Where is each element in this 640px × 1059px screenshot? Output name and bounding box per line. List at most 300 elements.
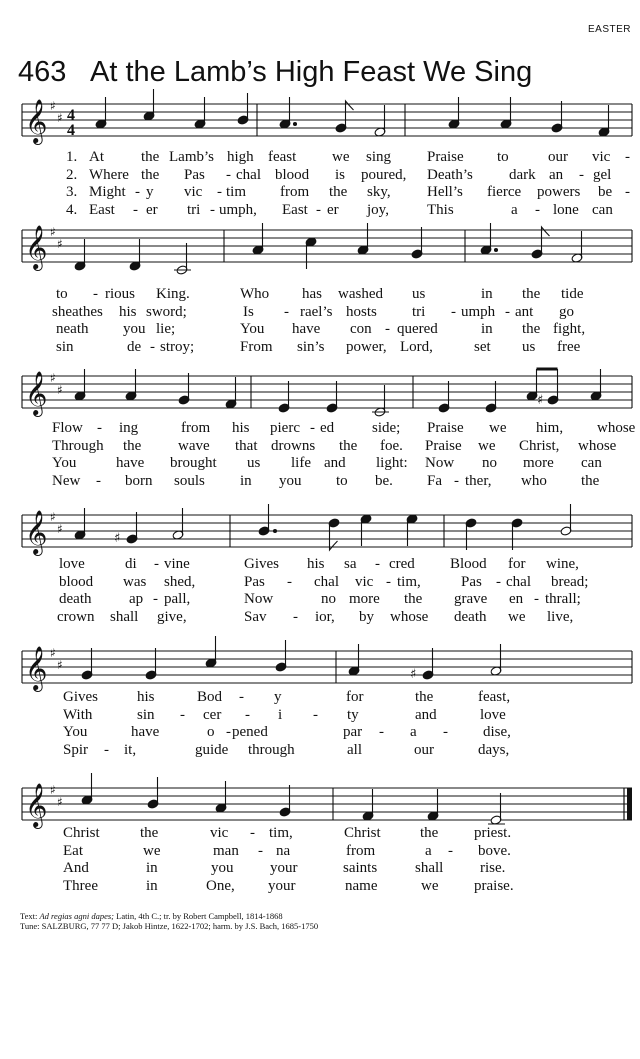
lyric-syllable: you <box>211 860 234 876</box>
lyric-syllable: vic <box>210 825 229 841</box>
lyric-syllable: have <box>292 321 321 337</box>
lyric-syllable: that <box>235 437 258 454</box>
lyric-line <box>0 723 640 741</box>
lyric-syllable: free <box>557 338 581 355</box>
lyric-syllable: us <box>522 338 536 355</box>
lyric-line <box>0 706 640 724</box>
lyric-syllable: our <box>548 149 568 165</box>
lyric-syllable: rious <box>105 286 135 302</box>
lyric-syllable: ior, <box>315 608 335 625</box>
lyric-syllable: Eat <box>63 842 83 859</box>
lyric-syllable: Death’s <box>427 166 473 183</box>
lyric-syllable: your <box>268 877 296 894</box>
lyric-syllable: - <box>379 724 384 740</box>
lyric-syllable: poured, <box>361 166 407 183</box>
lyric-syllable: - <box>226 724 231 740</box>
lyric-syllable: Flow <box>52 420 83 436</box>
lyric-syllable: - <box>313 706 318 723</box>
lyric-syllable: it, <box>124 741 137 758</box>
lyric-syllable: - <box>448 842 453 859</box>
lyric-syllable: wave <box>178 437 210 454</box>
lyric-syllable: the <box>339 437 358 454</box>
lyric-syllable: - <box>245 706 250 723</box>
svg-text:♯: ♯ <box>57 237 63 251</box>
lyric-syllable: - <box>93 286 98 302</box>
lyric-line <box>0 320 640 338</box>
lyric-syllable: life <box>291 455 311 471</box>
lyric-syllable: no <box>482 455 497 471</box>
lyric-syllable: - <box>451 303 456 320</box>
lyric-syllable: the <box>581 472 600 489</box>
lyric-syllable: Gives <box>63 689 98 705</box>
lyric-syllable: death <box>59 591 92 607</box>
lyric-syllable: sin’s <box>297 338 325 355</box>
lyric-syllable: grave <box>454 591 488 607</box>
lyric-syllable: - <box>625 149 630 165</box>
text-credit-label: Text: <box>20 911 40 921</box>
lyric-syllable: whose <box>597 420 636 436</box>
final-barline <box>627 788 632 820</box>
lyric-syllable: Spir <box>63 741 89 758</box>
lyric-syllable: bove. <box>478 842 511 859</box>
lyric-syllable: can <box>592 201 613 218</box>
lyric-syllable: par <box>343 724 363 740</box>
lyric-syllable: who <box>521 472 547 489</box>
lyric-syllable: sky, <box>367 184 391 200</box>
lyric-syllable: pened <box>232 724 268 740</box>
lyric-line <box>0 183 640 201</box>
lyric-syllable: a <box>410 724 417 740</box>
lyric-syllable: we <box>478 437 496 454</box>
tune-credit: Tune: SALZBURG, 77 77 D; Jakob Hintze, 1622-1702; harm. by J.S. Bach, 1685-1750 <box>20 921 319 931</box>
lyric-syllable: ap <box>129 591 144 607</box>
lyric-syllable: set <box>474 338 491 355</box>
lyric-syllable: er <box>327 201 339 218</box>
lyric-syllable: Three <box>63 877 98 894</box>
lyric-syllable: 4. <box>66 201 78 218</box>
lyric-line <box>0 877 640 895</box>
lyric-syllable: wine, <box>546 556 579 572</box>
lyric-syllable: we <box>508 608 526 625</box>
lyric-syllable: - <box>505 303 510 320</box>
lyric-syllable: the <box>404 591 423 607</box>
lyric-syllable: chal <box>506 573 531 590</box>
lyric-syllable: from <box>280 184 310 200</box>
svg-text:♯: ♯ <box>537 393 544 408</box>
lyric-syllable: tri <box>412 303 426 320</box>
lyric-syllable: And <box>63 860 89 876</box>
lyric-syllable: Praise <box>427 420 464 436</box>
lyric-syllable: - <box>133 201 138 218</box>
svg-text:♯: ♯ <box>57 522 63 536</box>
lyric-syllable: quered <box>397 321 438 337</box>
lyric-syllable: - <box>210 201 215 218</box>
lyric-line <box>0 437 640 455</box>
lyric-syllable: vic <box>355 573 374 590</box>
lyric-syllable: we <box>332 149 350 165</box>
lyric-syllable: fight, <box>553 321 586 337</box>
lyric-syllable: - <box>535 201 540 218</box>
lyric-syllable: pierc <box>270 420 300 436</box>
lyric-syllable: man <box>213 842 239 859</box>
staff-system-5 <box>22 651 632 683</box>
lyric-syllable: y <box>274 689 282 705</box>
lyric-syllable: fierce <box>487 184 522 200</box>
lyric-line <box>0 608 640 626</box>
lyric-syllable: priest. <box>474 825 512 841</box>
lyric-syllable: i <box>278 706 283 723</box>
lyric-syllable: in <box>146 860 158 876</box>
lyric-syllable: we <box>489 420 507 436</box>
treble-clef-icon: 𝄞 <box>25 510 48 554</box>
lyric-syllable: Who <box>240 286 270 302</box>
lyric-syllable: ty <box>347 706 359 723</box>
lyric-syllable: - <box>579 166 584 183</box>
lyric-syllable: powers <box>537 184 581 200</box>
lyric-syllable: tim, <box>397 573 421 590</box>
lyric-syllable: - <box>385 321 390 337</box>
lyric-syllable: be <box>598 184 613 200</box>
lyric-syllable: Blood <box>450 556 487 572</box>
lyric-syllable: - <box>375 556 380 572</box>
lyric-syllable: - <box>287 573 292 590</box>
lyric-syllable: cer <box>203 706 222 723</box>
lyric-syllable: At <box>89 149 104 165</box>
lyric-line <box>0 454 640 472</box>
lyric-syllable: a <box>511 201 518 218</box>
lyric-syllable: his <box>232 420 250 436</box>
lyric-syllable: con <box>350 321 372 337</box>
lyric-syllable: sheathes <box>52 303 103 320</box>
lyric-syllable: Lamb’s <box>169 149 214 165</box>
lyric-syllable: whose <box>578 437 617 454</box>
lyric-syllable: vic <box>592 149 611 165</box>
lyric-syllable: love <box>480 706 506 723</box>
lyric-syllable: Lord, <box>400 338 433 355</box>
lyric-line <box>0 555 640 573</box>
lyric-syllable: be. <box>375 472 393 489</box>
lyric-syllable: by <box>359 608 374 625</box>
lyric-syllable: er <box>146 201 158 218</box>
lyric-syllable: Christ <box>344 825 381 841</box>
svg-text:4: 4 <box>67 122 75 139</box>
lyric-syllable: dark <box>509 166 536 183</box>
lyric-syllable: Bod <box>197 689 223 705</box>
lyric-syllable: Pas <box>461 573 482 590</box>
lyric-syllable: 1. <box>66 149 78 165</box>
lyric-syllable: New <box>52 472 81 489</box>
lyric-syllable: in <box>481 321 493 337</box>
svg-text:4: 4 <box>67 107 75 124</box>
lyric-syllable: - <box>135 184 140 200</box>
svg-text:♯: ♯ <box>50 99 56 113</box>
lyric-syllable: shed, <box>164 573 196 590</box>
lyric-syllable: ther, <box>465 472 492 489</box>
svg-text:♯: ♯ <box>57 111 63 125</box>
lyric-syllable: y <box>146 184 154 200</box>
lyric-syllable: o <box>207 724 215 740</box>
lyric-line <box>0 688 640 706</box>
lyric-syllable: has <box>302 286 322 302</box>
lyric-syllable: high <box>227 149 254 165</box>
lyric-syllable: the <box>123 437 142 454</box>
hymn-title: At the Lamb’s High Feast We Sing <box>90 56 533 88</box>
lyric-syllable: - <box>154 556 159 572</box>
lyric-syllable: foe. <box>380 437 403 454</box>
lyric-syllable: in <box>146 877 158 894</box>
lyric-syllable: rise. <box>480 860 506 876</box>
treble-clef-icon: 𝄞 <box>25 225 48 269</box>
lyric-syllable: - <box>217 184 222 200</box>
svg-text:♯: ♯ <box>57 383 63 397</box>
lyric-syllable: ed <box>320 420 335 436</box>
lyric-syllable: Christ <box>63 825 100 841</box>
lyric-syllable: Gives <box>244 556 279 572</box>
treble-clef-icon: 𝄞 <box>25 646 48 690</box>
lyric-line <box>0 303 640 321</box>
lyric-syllable: umph, <box>219 201 257 218</box>
lyric-syllable: from <box>346 842 376 859</box>
lyric-syllable: Now <box>425 455 455 471</box>
lyric-syllable: go <box>559 303 574 320</box>
lyric-syllable: to <box>336 472 348 489</box>
lyric-syllable: washed <box>338 286 383 302</box>
lyric-syllable: di <box>125 556 137 572</box>
text-credit <box>20 911 318 921</box>
lyric-syllable: in <box>481 286 493 302</box>
lyric-syllable: light: <box>376 455 408 471</box>
lyric-syllable: shall <box>415 860 444 876</box>
lyric-syllable: whose <box>390 608 429 625</box>
lyric-syllable: blood <box>275 166 310 183</box>
lyric-syllable: - <box>226 166 231 183</box>
lyric-syllable: we <box>421 877 439 894</box>
lyric-syllable: Praise <box>427 149 464 165</box>
lyric-syllable: - <box>239 689 244 705</box>
lyric-line <box>0 148 640 166</box>
treble-clef-icon: 𝄞 <box>25 783 48 827</box>
lyric-syllable: sa <box>344 556 357 572</box>
svg-text:♯: ♯ <box>50 510 56 524</box>
credits <box>20 911 318 931</box>
svg-text:♯: ♯ <box>57 795 63 809</box>
lyric-syllable: cred <box>389 556 415 572</box>
lyric-syllable: stroy; <box>160 338 195 355</box>
lyric-syllable: you <box>279 472 302 489</box>
lyric-syllable: - <box>625 184 630 200</box>
lyric-syllable: the <box>141 149 160 165</box>
lyric-syllable: vine <box>164 556 190 572</box>
lyric-syllable: is <box>335 166 346 183</box>
lyric-syllable: vic <box>184 184 203 200</box>
lyric-syllable: death <box>454 608 487 625</box>
lyric-syllable: name <box>345 877 378 894</box>
lyric-syllable: the <box>522 286 541 302</box>
lyric-syllable: 2. <box>66 166 78 183</box>
lyric-syllable: guide <box>195 741 229 758</box>
lyric-syllable: from <box>181 420 211 436</box>
lyric-syllable: us <box>412 286 426 302</box>
lyric-syllable: thrall; <box>545 591 581 607</box>
lyric-syllable: East <box>282 201 308 218</box>
lyric-syllable: souls <box>174 472 205 489</box>
lyric-syllable: - <box>386 573 391 590</box>
lyric-syllable: Might <box>89 184 126 200</box>
lyric-line <box>0 573 640 591</box>
treble-clef-icon: 𝄞 <box>25 99 48 143</box>
lyric-syllable: chal <box>314 573 339 590</box>
lyric-syllable: neath <box>56 321 89 337</box>
lyric-line <box>0 472 640 490</box>
lyric-syllable: dise, <box>483 724 511 740</box>
lyric-syllable: Pas <box>244 573 265 590</box>
lyric-syllable: power, <box>346 338 387 355</box>
lyric-syllable: - <box>496 573 501 590</box>
lyric-line <box>0 201 640 219</box>
lyric-syllable: love <box>59 556 85 572</box>
lyric-syllable: - <box>153 591 158 607</box>
lyric-syllable: Christ, <box>519 437 560 454</box>
lyric-syllable: his <box>119 303 137 320</box>
lyric-syllable: - <box>534 591 539 607</box>
lyric-syllable: feast, <box>478 689 511 705</box>
lyric-line <box>0 166 640 184</box>
lyric-line <box>0 338 640 356</box>
lyric-syllable: more <box>523 455 554 471</box>
lyric-syllable: days, <box>478 741 510 758</box>
lyric-syllable: all <box>347 741 362 758</box>
lyric-syllable: - <box>180 706 185 723</box>
lyric-syllable: One, <box>206 877 235 894</box>
lyric-syllable: our <box>414 741 434 758</box>
lyric-syllable: brought <box>170 455 217 471</box>
lyric-syllable: umph <box>461 303 496 320</box>
lyric-syllable: praise. <box>474 877 514 894</box>
lyric-syllable: de <box>127 338 142 355</box>
lyric-syllable: Sav <box>244 608 267 625</box>
lyric-syllable: saints <box>343 860 378 876</box>
lyric-syllable: tide <box>561 286 584 302</box>
lyric-syllable: was <box>123 573 147 590</box>
lyric-syllable: - <box>150 338 155 355</box>
lyric-syllable: gel <box>593 166 612 183</box>
lyric-line <box>0 824 640 842</box>
lyric-syllable: sin <box>137 706 155 723</box>
lyric-syllable: more <box>349 591 380 607</box>
text-credit-rest: Latin, 4th C.; tr. by Robert Campbell, 1814-1868 <box>114 911 283 921</box>
lyric-syllable: and <box>324 455 346 471</box>
lyric-syllable: through <box>248 741 295 758</box>
svg-text:♯: ♯ <box>410 667 417 682</box>
lyric-syllable: to <box>497 149 509 165</box>
lyric-syllable: can <box>581 455 602 471</box>
notes-system-6 <box>81 773 505 825</box>
lyric-line <box>0 419 640 437</box>
lyric-syllable: - <box>250 825 255 841</box>
lyric-syllable: Where <box>89 166 129 183</box>
lyric-syllable: and <box>415 706 437 723</box>
lyric-syllable: you <box>123 321 146 337</box>
lyric-syllable: the <box>522 321 541 337</box>
lyric-syllable: chal <box>236 166 261 183</box>
lyric-syllable: his <box>137 689 155 705</box>
lyric-syllable: the <box>141 166 160 183</box>
lyric-syllable: You <box>52 455 77 471</box>
lyric-line <box>0 859 640 877</box>
lyric-syllable: pall, <box>164 591 191 607</box>
svg-text:♯: ♯ <box>114 531 121 546</box>
notes-system-1 <box>95 89 610 137</box>
lyric-syllable: - <box>284 303 289 320</box>
lyric-syllable: Hell’s <box>427 184 463 200</box>
lyric-syllable: - <box>96 472 101 489</box>
lyric-syllable: From <box>240 338 273 355</box>
lyric-syllable: for <box>346 689 364 705</box>
lyric-syllable: King. <box>156 286 190 302</box>
lyric-syllable: lone <box>553 201 579 218</box>
lyric-syllable: - <box>258 842 263 859</box>
lyric-syllable: have <box>131 724 160 740</box>
notes-system-2 <box>74 223 583 275</box>
staff-system-6 <box>22 788 632 820</box>
section-label: EASTER <box>588 24 632 35</box>
lyric-syllable: have <box>116 455 145 471</box>
lyric-syllable: shall <box>110 608 139 625</box>
staff-system-2 <box>22 230 632 262</box>
lyric-syllable: Pas <box>184 166 205 183</box>
lyric-syllable: us <box>247 455 261 471</box>
lyric-syllable: You <box>240 321 265 337</box>
lyric-syllable: - <box>316 201 321 218</box>
lyric-syllable: sin <box>56 338 74 355</box>
time-signature <box>67 107 75 139</box>
lyric-syllable: sword; <box>146 303 187 320</box>
lyric-syllable: tri <box>187 201 201 218</box>
lyric-syllable: the <box>420 825 439 841</box>
lyric-syllable: him, <box>536 420 564 436</box>
lyric-syllable: joy, <box>367 201 389 218</box>
lyric-syllable: live, <box>547 608 574 625</box>
svg-text:♯: ♯ <box>50 371 56 385</box>
lyric-syllable: tim <box>226 184 247 200</box>
lyric-syllable: a <box>425 842 432 859</box>
lyric-syllable: in <box>240 472 252 489</box>
hymn-number: 463 <box>18 56 67 88</box>
lyric-syllable: - <box>443 724 448 740</box>
lyric-line <box>0 741 640 759</box>
lyric-syllable: your <box>270 860 298 876</box>
lyric-syllable: bread; <box>551 573 589 590</box>
svg-text:♯: ♯ <box>50 225 56 239</box>
lyric-syllable: East <box>89 201 115 218</box>
lyric-syllable: Through <box>52 437 104 454</box>
lyric-syllable: - <box>293 608 298 625</box>
lyric-syllable: tim, <box>269 825 293 841</box>
svg-text:♯: ♯ <box>57 658 63 672</box>
lyric-syllable: feast <box>268 149 297 165</box>
lyric-syllable: - <box>104 741 109 758</box>
lyric-syllable: drowns <box>271 437 316 454</box>
lyric-syllable: ant <box>515 303 534 320</box>
lyric-syllable: - <box>310 420 315 436</box>
lyric-syllable: the <box>140 825 159 841</box>
lyric-syllable: his <box>307 556 325 572</box>
lyric-syllable: This <box>427 201 454 218</box>
lyric-syllable: the <box>415 689 434 705</box>
lyric-syllable: Now <box>244 591 274 607</box>
lyric-syllable: for <box>508 556 526 572</box>
lyric-syllable: ing <box>119 420 139 436</box>
